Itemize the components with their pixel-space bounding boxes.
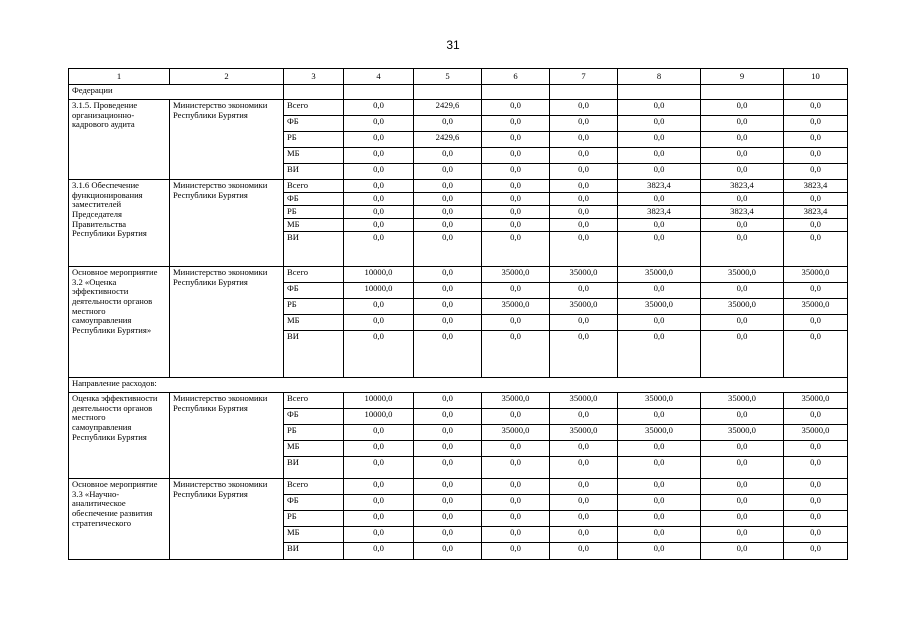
amount-cell: 0,0 (344, 543, 414, 560)
amount-cell: 3823,4 (784, 206, 848, 219)
amount-cell: 0,0 (482, 164, 550, 180)
funding-source: ВИ (284, 164, 344, 180)
amount-cell: 0,0 (701, 100, 784, 116)
amount-cell: 0,0 (482, 331, 550, 378)
amount-cell: 3823,4 (701, 180, 784, 193)
amount-cell: 0,0 (701, 219, 784, 232)
header-cell-6: 6 (482, 69, 550, 85)
amount-cell: 0,0 (482, 479, 550, 495)
amount-cell: 0,0 (344, 511, 414, 527)
header-cell-7: 7 (550, 69, 618, 85)
header-cell-5: 5 (414, 69, 482, 85)
amount-cell: 35000,0 (618, 393, 701, 409)
amount-cell: 35000,0 (550, 393, 618, 409)
amount-cell: 0,0 (482, 180, 550, 193)
amount-cell: 0,0 (482, 441, 550, 457)
amount-cell: 0,0 (701, 193, 784, 206)
activity-name: Оценка эффективности деятельности органов местного самоуправления Республики Бурятия (69, 393, 170, 479)
amount-cell: 0,0 (618, 331, 701, 378)
amount-cell: 0,0 (550, 116, 618, 132)
empty-cell (344, 85, 414, 100)
empty-cell (550, 85, 618, 100)
amount-cell: 0,0 (344, 232, 414, 267)
amount-cell: 0,0 (618, 100, 701, 116)
amount-cell: 0,0 (344, 441, 414, 457)
amount-cell: 0,0 (618, 409, 701, 425)
amount-cell: 0,0 (701, 116, 784, 132)
amount-cell: 0,0 (618, 283, 701, 299)
amount-cell: 0,0 (784, 315, 848, 331)
amount-cell: 35000,0 (482, 299, 550, 315)
amount-cell: 0,0 (784, 441, 848, 457)
empty-cell (701, 85, 784, 100)
amount-cell: 0,0 (414, 479, 482, 495)
amount-cell: 0,0 (618, 511, 701, 527)
funding-source: РБ (284, 511, 344, 527)
empty-cell (482, 85, 550, 100)
amount-cell: 0,0 (414, 219, 482, 232)
amount-cell: 0,0 (701, 132, 784, 148)
amount-cell: 0,0 (701, 164, 784, 180)
funding-source: ВИ (284, 457, 344, 479)
amount-cell: 0,0 (344, 100, 414, 116)
empty-cell (414, 85, 482, 100)
table-row (69, 479, 848, 495)
amount-cell: 0,0 (618, 148, 701, 164)
amount-cell: 0,0 (550, 331, 618, 378)
table-row (69, 180, 848, 193)
amount-cell: 0,0 (550, 164, 618, 180)
header-cell-3: 3 (284, 69, 344, 85)
header-cell-9: 9 (701, 69, 784, 85)
amount-cell: 35000,0 (701, 393, 784, 409)
amount-cell: 0,0 (550, 100, 618, 116)
funding-source: ВИ (284, 331, 344, 378)
section-label: Федерации (69, 85, 284, 100)
amount-cell: 0,0 (618, 315, 701, 331)
amount-cell: 0,0 (414, 393, 482, 409)
amount-cell: 0,0 (414, 315, 482, 331)
amount-cell: 0,0 (482, 511, 550, 527)
amount-cell: 0,0 (482, 283, 550, 299)
amount-cell: 0,0 (482, 232, 550, 267)
amount-cell: 0,0 (482, 315, 550, 331)
amount-cell: 0,0 (482, 100, 550, 116)
header-row (69, 69, 848, 85)
amount-cell: 0,0 (344, 219, 414, 232)
amount-cell: 0,0 (550, 193, 618, 206)
executor: Министерство экономики Республики Бурятия (170, 479, 284, 560)
amount-cell: 2429,6 (414, 100, 482, 116)
amount-cell: 0,0 (414, 193, 482, 206)
amount-cell: 35000,0 (618, 299, 701, 315)
amount-cell: 35000,0 (784, 425, 848, 441)
amount-cell: 0,0 (550, 206, 618, 219)
amount-cell: 0,0 (618, 193, 701, 206)
amount-cell: 0,0 (482, 148, 550, 164)
amount-cell: 3823,4 (618, 180, 701, 193)
funding-source: ВИ (284, 232, 344, 267)
amount-cell: 35000,0 (482, 425, 550, 441)
executor: Министерство экономики Республики Бурятия (170, 100, 284, 180)
funding-source: Всего (284, 267, 344, 283)
funding-source: МБ (284, 441, 344, 457)
amount-cell: 0,0 (784, 148, 848, 164)
amount-cell: 0,0 (784, 511, 848, 527)
amount-cell: 0,0 (784, 495, 848, 511)
empty-cell (784, 85, 848, 100)
amount-cell: 0,0 (701, 232, 784, 267)
amount-cell: 0,0 (618, 164, 701, 180)
amount-cell: 0,0 (344, 299, 414, 315)
section-row (69, 85, 848, 100)
amount-cell: 0,0 (344, 425, 414, 441)
amount-cell: 0,0 (344, 457, 414, 479)
amount-cell: 0,0 (482, 527, 550, 543)
amount-cell: 0,0 (482, 495, 550, 511)
table-row (69, 267, 848, 283)
funding-source: РБ (284, 425, 344, 441)
amount-cell: 0,0 (550, 315, 618, 331)
amount-cell: 0,0 (482, 457, 550, 479)
amount-cell: 0,0 (550, 479, 618, 495)
amount-cell: 0,0 (414, 441, 482, 457)
amount-cell: 0,0 (701, 441, 784, 457)
amount-cell: 0,0 (414, 267, 482, 283)
section-label: Направление расходов: (69, 378, 848, 393)
amount-cell: 35000,0 (550, 267, 618, 283)
funding-source: ФБ (284, 193, 344, 206)
amount-cell: 0,0 (344, 495, 414, 511)
activity-name: 3.1.6 Обеспечение функционирования заместителей Председателя Правительства Республики Бурятия (69, 180, 170, 267)
amount-cell: 0,0 (550, 511, 618, 527)
funding-source: МБ (284, 315, 344, 331)
amount-cell: 0,0 (550, 527, 618, 543)
amount-cell: 35000,0 (784, 393, 848, 409)
amount-cell: 0,0 (414, 283, 482, 299)
amount-cell: 35000,0 (550, 299, 618, 315)
amount-cell: 10000,0 (344, 393, 414, 409)
amount-cell: 0,0 (618, 132, 701, 148)
table-row (69, 100, 848, 116)
header-cell-8: 8 (618, 69, 701, 85)
amount-cell: 0,0 (482, 193, 550, 206)
amount-cell: 0,0 (784, 331, 848, 378)
amount-cell: 0,0 (344, 148, 414, 164)
amount-cell: 0,0 (701, 409, 784, 425)
amount-cell: 0,0 (784, 283, 848, 299)
amount-cell: 0,0 (550, 283, 618, 299)
amount-cell: 35000,0 (784, 299, 848, 315)
amount-cell: 0,0 (784, 193, 848, 206)
amount-cell: 0,0 (784, 100, 848, 116)
header-cell-4: 4 (344, 69, 414, 85)
funding-source: ВИ (284, 543, 344, 560)
amount-cell: 0,0 (618, 441, 701, 457)
amount-cell: 0,0 (784, 164, 848, 180)
amount-cell: 0,0 (618, 219, 701, 232)
amount-cell: 0,0 (550, 219, 618, 232)
amount-cell: 0,0 (414, 331, 482, 378)
amount-cell: 35000,0 (618, 425, 701, 441)
amount-cell: 0,0 (414, 206, 482, 219)
amount-cell: 3823,4 (784, 180, 848, 193)
amount-cell: 0,0 (701, 148, 784, 164)
amount-cell: 0,0 (618, 232, 701, 267)
amount-cell: 0,0 (550, 441, 618, 457)
amount-cell: 0,0 (618, 495, 701, 511)
amount-cell: 35000,0 (701, 425, 784, 441)
header-cell-10: 10 (784, 69, 848, 85)
empty-cell (618, 85, 701, 100)
amount-cell: 0,0 (701, 527, 784, 543)
amount-cell: 0,0 (618, 116, 701, 132)
page-number: 31 (446, 38, 460, 52)
amount-cell: 0,0 (550, 132, 618, 148)
funding-source: Всего (284, 180, 344, 193)
funding-source: МБ (284, 148, 344, 164)
amount-cell: 0,0 (618, 479, 701, 495)
amount-cell: 0,0 (784, 232, 848, 267)
amount-cell: 0,0 (344, 116, 414, 132)
amount-cell: 0,0 (344, 164, 414, 180)
amount-cell: 0,0 (550, 148, 618, 164)
amount-cell: 0,0 (482, 543, 550, 560)
amount-cell: 0,0 (344, 331, 414, 378)
activity-name: 3.1.5. Проведение организационно-кадрового аудита (69, 100, 170, 180)
funding-source: РБ (284, 206, 344, 219)
amount-cell: 0,0 (550, 232, 618, 267)
amount-cell: 0,0 (701, 543, 784, 560)
amount-cell: 0,0 (414, 527, 482, 543)
amount-cell: 0,0 (414, 148, 482, 164)
amount-cell: 0,0 (550, 543, 618, 560)
amount-cell: 0,0 (618, 543, 701, 560)
amount-cell: 35000,0 (550, 425, 618, 441)
activity-name: Основное мероприятие 3.2 «Оценка эффективности деятельности органов местного самоуправления Республики Бурятия» (69, 267, 170, 378)
amount-cell: 35000,0 (618, 267, 701, 283)
amount-cell: 0,0 (784, 479, 848, 495)
amount-cell: 0,0 (784, 409, 848, 425)
header-cell-2: 2 (170, 69, 284, 85)
amount-cell: 0,0 (784, 132, 848, 148)
amount-cell: 0,0 (344, 180, 414, 193)
activity-name: Основное мероприятие 3.3 «Научно-аналитическое обеспечение развития стратегического (69, 479, 170, 560)
section-row (69, 378, 848, 393)
amount-cell: 0,0 (784, 219, 848, 232)
amount-cell: 0,0 (414, 511, 482, 527)
funding-source: МБ (284, 219, 344, 232)
amount-cell: 0,0 (784, 543, 848, 560)
funding-source: ФБ (284, 409, 344, 425)
amount-cell: 0,0 (344, 315, 414, 331)
amount-cell: 0,0 (550, 180, 618, 193)
funding-source: ФБ (284, 116, 344, 132)
amount-cell: 0,0 (701, 283, 784, 299)
amount-cell: 0,0 (482, 116, 550, 132)
amount-cell: 35000,0 (482, 393, 550, 409)
amount-cell: 0,0 (784, 116, 848, 132)
amount-cell: 0,0 (344, 527, 414, 543)
amount-cell: 35000,0 (701, 267, 784, 283)
executor: Министерство экономики Республики Бурятия (170, 180, 284, 267)
amount-cell: 0,0 (414, 116, 482, 132)
amount-cell: 0,0 (414, 164, 482, 180)
amount-cell: 0,0 (618, 457, 701, 479)
amount-cell: 0,0 (482, 219, 550, 232)
funding-source: ФБ (284, 495, 344, 511)
header-cell-1: 1 (69, 69, 170, 85)
amount-cell: 0,0 (344, 206, 414, 219)
funding-source: РБ (284, 132, 344, 148)
amount-cell: 0,0 (701, 511, 784, 527)
amount-cell: 0,0 (344, 479, 414, 495)
amount-cell: 0,0 (414, 543, 482, 560)
amount-cell: 3823,4 (701, 206, 784, 219)
budget-table (68, 68, 848, 560)
amount-cell: 0,0 (414, 457, 482, 479)
funding-source: РБ (284, 299, 344, 315)
amount-cell: 0,0 (414, 425, 482, 441)
funding-source: Всего (284, 393, 344, 409)
amount-cell: 0,0 (414, 232, 482, 267)
amount-cell: 35000,0 (482, 267, 550, 283)
amount-cell: 10000,0 (344, 409, 414, 425)
amount-cell: 3823,4 (618, 206, 701, 219)
table-row (69, 393, 848, 409)
amount-cell: 0,0 (482, 206, 550, 219)
amount-cell: 0,0 (414, 180, 482, 193)
amount-cell: 0,0 (701, 331, 784, 378)
amount-cell: 0,0 (701, 495, 784, 511)
amount-cell: 0,0 (701, 315, 784, 331)
amount-cell: 10000,0 (344, 283, 414, 299)
amount-cell: 0,0 (550, 457, 618, 479)
amount-cell: 0,0 (414, 409, 482, 425)
amount-cell: 0,0 (550, 495, 618, 511)
funding-source: МБ (284, 527, 344, 543)
amount-cell: 0,0 (344, 132, 414, 148)
amount-cell: 0,0 (414, 299, 482, 315)
executor: Министерство экономики Республики Бурятия (170, 393, 284, 479)
empty-cell (284, 85, 344, 100)
funding-source: Всего (284, 479, 344, 495)
amount-cell: 0,0 (482, 409, 550, 425)
amount-cell: 35000,0 (701, 299, 784, 315)
amount-cell: 10000,0 (344, 267, 414, 283)
funding-source: Всего (284, 100, 344, 116)
funding-source: ФБ (284, 283, 344, 299)
amount-cell: 0,0 (701, 479, 784, 495)
amount-cell: 35000,0 (784, 267, 848, 283)
amount-cell: 0,0 (618, 527, 701, 543)
amount-cell: 0,0 (482, 132, 550, 148)
executor: Министерство экономики Республики Бурятия (170, 267, 284, 378)
amount-cell: 0,0 (784, 457, 848, 479)
amount-cell: 2429,6 (414, 132, 482, 148)
amount-cell: 0,0 (784, 527, 848, 543)
amount-cell: 0,0 (550, 409, 618, 425)
amount-cell: 0,0 (344, 193, 414, 206)
amount-cell: 0,0 (701, 457, 784, 479)
amount-cell: 0,0 (414, 495, 482, 511)
